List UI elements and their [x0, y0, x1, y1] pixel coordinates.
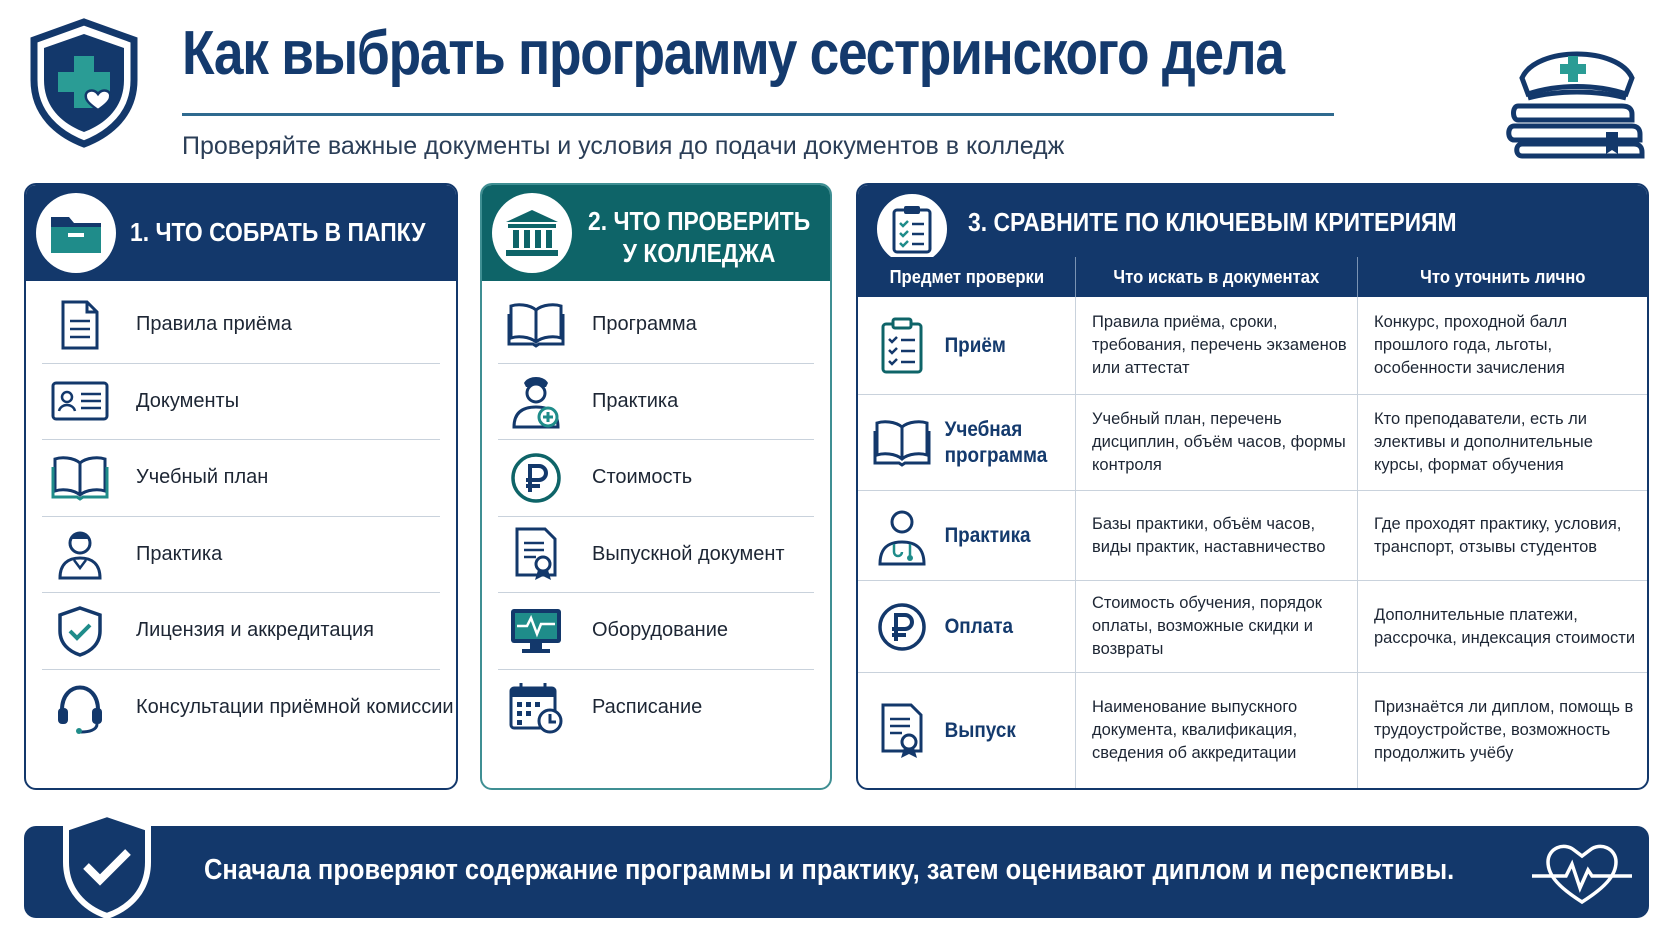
table-row: [858, 673, 1647, 788]
clipboard-icon: [872, 314, 932, 378]
checklist-icon: [874, 191, 950, 267]
panel-check-college: [480, 183, 832, 790]
list-item: Расписание: [498, 670, 814, 747]
docs-cell: Учебный план, перечень дисциплин, объём часов, формы контроля: [1076, 395, 1358, 490]
table-row: [858, 297, 1647, 395]
ruble-icon: [498, 448, 574, 508]
shield-check-icon: [62, 810, 152, 920]
doctor-icon: [872, 504, 932, 568]
college-building-icon: [492, 193, 572, 273]
list-item: Практика: [498, 364, 814, 441]
diploma-icon: [872, 699, 932, 763]
docs-cell: Стоимость обучения, порядок оплаты, возможные скидки и возвраты: [1076, 581, 1358, 672]
list-item: Документы: [42, 364, 440, 441]
id-card-icon: [42, 371, 118, 431]
panel2-header: [482, 185, 830, 281]
panel3-header: [858, 185, 1647, 257]
person-icon: [42, 524, 118, 584]
diploma-icon: [498, 524, 574, 584]
list-item: Учебный план: [42, 440, 440, 517]
calendar-icon: [498, 678, 574, 738]
nurse-cap-books-icon: [1506, 38, 1648, 164]
subject-cell: Выпуск: [858, 673, 1076, 788]
panel2-title: 2. ЧТО ПРОВЕРИТЬ У КОЛЛЕДЖА: [588, 206, 811, 268]
document-icon: [42, 295, 118, 355]
ask-cell: Признаётся ли диплом, помощь в трудоустройстве, возможность продолжить учёбу: [1374, 698, 1634, 762]
list-item: Лицензия и аккредитация: [42, 593, 440, 670]
ruble-icon: [872, 595, 932, 659]
list-item: Выпускной документ: [498, 517, 814, 594]
docs-cell: Наименование выпускного документа, квалификация, сведения об аккредитации: [1076, 673, 1358, 788]
heartbeat-icon: [1530, 840, 1634, 906]
shield-check-icon: [42, 601, 118, 661]
panel1-header: [26, 185, 456, 281]
subject-cell: Учебная программа: [858, 395, 1076, 490]
panel1-title: 1. ЧТО СОБРАТЬ В ПАПКУ: [130, 217, 426, 247]
page-subtitle: Проверяйте важные документы и условия до подачи документов в колледж: [182, 132, 1065, 160]
panel3-title: 3. СРАВНИТЕ ПО КЛЮЧЕВЫМ КРИТЕРИЯМ: [968, 207, 1457, 237]
column-header: Предмет проверки: [858, 257, 1076, 297]
book-icon: [498, 295, 574, 355]
panel2-list: [498, 287, 814, 746]
docs-cell: Базы практики, объём часов, виды практик, наставничество: [1076, 491, 1358, 580]
panel-collect-folder: [24, 183, 458, 790]
footer-banner: [24, 826, 1649, 918]
monitor-icon: [498, 601, 574, 661]
panel1-list: [42, 287, 454, 746]
ask-cell: Дополнительные платежи, рассрочка, индексация стоимости: [1374, 605, 1636, 647]
ask-cell: Кто преподаватели, есть ли элективы и дополнительные курсы, формат обучения: [1374, 410, 1593, 474]
list-item: Программа: [498, 287, 814, 364]
table-row: [858, 581, 1647, 673]
subject-cell: Приём: [858, 297, 1076, 394]
ask-cell: Конкурс, проходной балл прошлого года, льготы, особенности зачисления: [1374, 313, 1568, 377]
ask-cell: Где проходят практику, условия, транспорт, отзывы студентов: [1374, 514, 1622, 556]
list-item: Консультации приёмной комиссии: [42, 670, 440, 747]
footer-text: Сначала проверяют содержание программы и практику, затем оценивают диплом и перспективы.: [204, 854, 1455, 886]
nurse-icon: [498, 371, 574, 431]
docs-cell: Правила приёма, сроки, требования, перечень экзаменов или аттестат: [1076, 297, 1358, 394]
list-item: Оборудование: [498, 593, 814, 670]
table-row: [858, 395, 1647, 491]
column-header: Что уточнить лично: [1419, 266, 1586, 287]
open-book-icon: [872, 411, 932, 475]
open-book-icon: [42, 448, 118, 508]
table-header: [858, 257, 1647, 297]
title-divider: [182, 113, 1334, 116]
folder-icon: [36, 193, 116, 273]
panel-compare-criteria: [856, 183, 1649, 790]
subject-cell: Оплата: [858, 581, 1076, 672]
column-header: Что искать в документах: [1076, 257, 1358, 297]
headset-icon: [42, 678, 118, 738]
list-item: Правила приёма: [42, 287, 440, 364]
shield-cross-heart-icon: [28, 18, 140, 148]
subject-cell: Практика: [858, 491, 1076, 580]
table-row: [858, 491, 1647, 581]
page-title: Как выбрать программу сестринского дела: [182, 19, 1284, 88]
list-item: Практика: [42, 517, 440, 594]
list-item: Стоимость: [498, 440, 814, 517]
